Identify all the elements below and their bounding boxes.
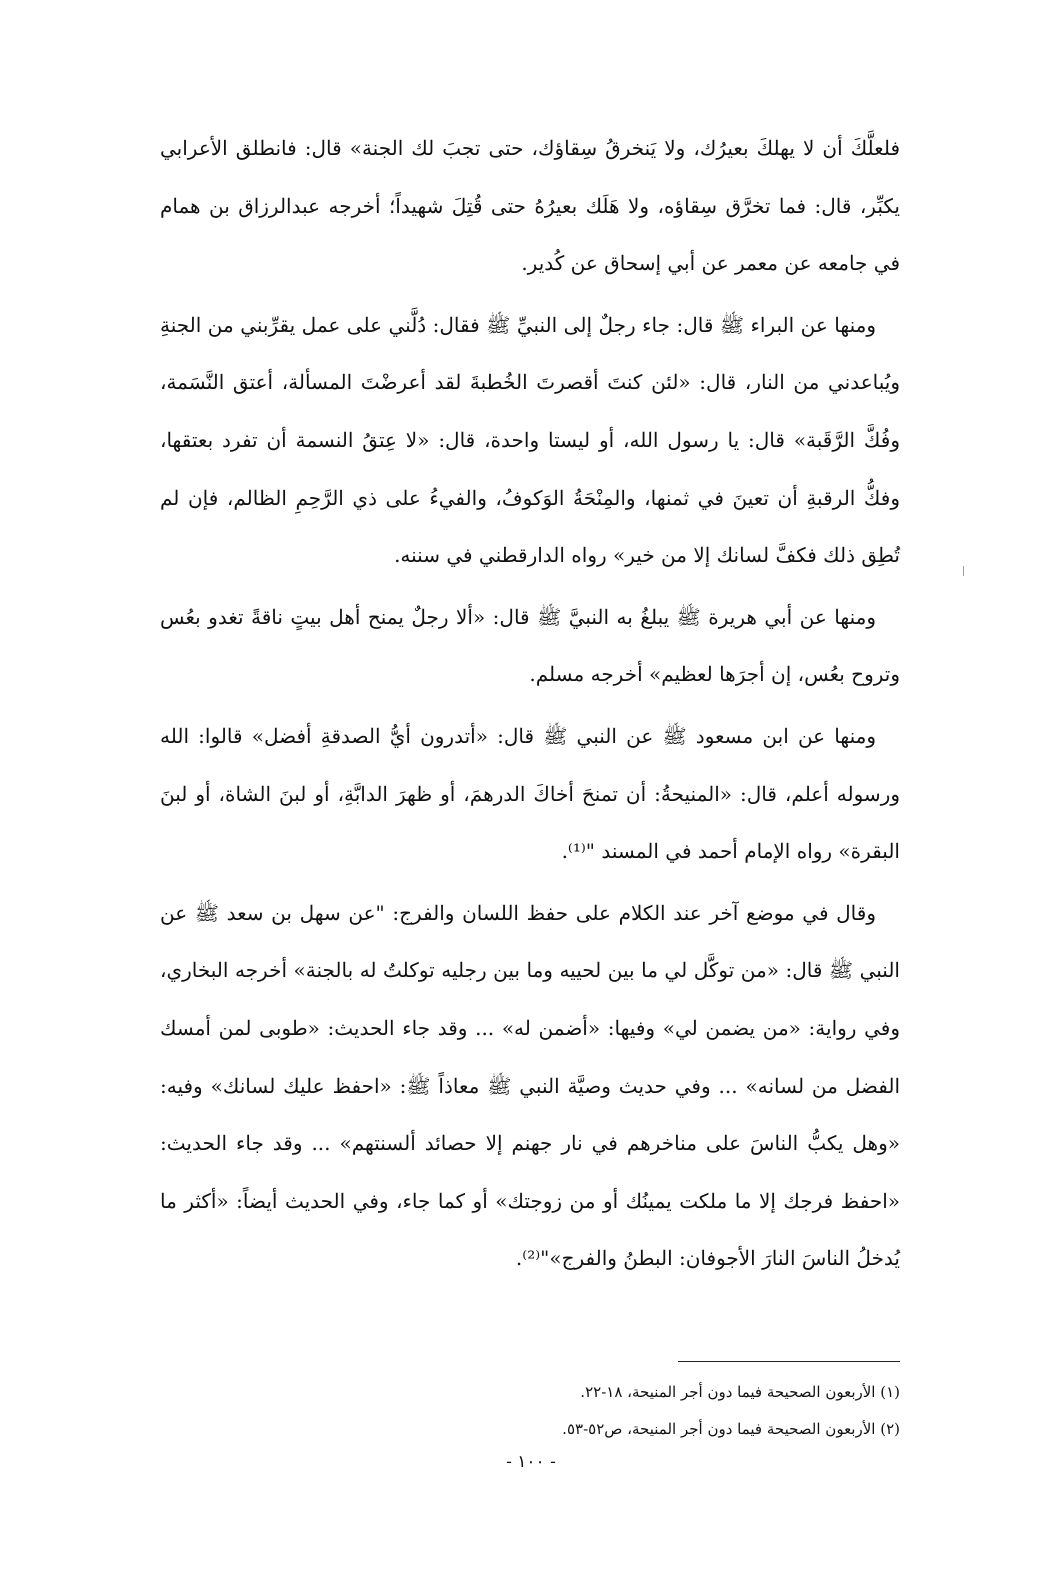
- main-text: [160, 120, 900, 1288]
- paragraph-continuation: فلعلَّكَ أن لا يهلكَ بعيرُك، ولا يَنخرقُ سِقاؤك، حتى تجبَ لك الجنة» قال: فانطلق الأعرابي يكبِّر، قال: فما تخرَّق سِقاؤه، ولا هَلَك بعيرُهُ حتى قُتِلَ شهيداً؛ أخرجه عبدالرزاق بن همام في جامعه عن معمر عن أبي إسحاق عن كُدير.: [160, 136, 900, 276]
- paragraph-ibn-masud-hadith: ومنها عن ابن مسعود ﷺ عن النبي ﷺ قال: «أتدرون أيُّ الصدقةِ أفضل» قالوا: الله ورسوله أعلم، قال: «المنيحةُ: أن تمنحَ أخاكَ الدرهمَ، أو ظهرَ الدابَّةِ، أو لبنَ الشاة، أو لبنَ البقرة» رواه الإمام أحمد في المسند "⁽¹⁾.: [160, 723, 900, 864]
- paragraph-abu-hurairah-hadith: ومنها عن أبي هريرة ﷺ يبلغُ به النبيَّ ﷺ قال: «ألا رجلٌ يمنح أهل بيتٍ ناقةً تغدو بعُس وتروح بعُس، إن أجرَها لعظيم» أخرجه مسلم.: [160, 604, 900, 687]
- footnotes: [160, 1374, 900, 1448]
- margin-mark: [963, 566, 964, 576]
- footnote-1: (١) الأربعون الصحيحة فيما دون أجر المنيحة، ١٨-٢٢.: [580, 1383, 900, 1401]
- paragraph-bara-hadith: ومنها عن البراء ﷺ قال: جاء رجلٌ إلى النبيِّ ﷺ فقال: دُلَّني على عمل يقرِّبني من الجنةِ ويُباعدني من النار، قال: «لئن كنتَ أقصرتَ الخُطبةَ لقد أعرضْتَ المسألة، أعتق النَّسَمة، وفُكَّ الرَّقَبة» قال: يا رسول الله، أو ليستا واحدة، قال: «لا عِتقُ النسمة أن تفرد بعتقها، وفكُّ الرقبةِ أن تعينَ في ثمنها، والمِنْحَةُ الوَكوفُ، والفيءُ على ذي الرَّحِمِ الظالم، فإن لم تُطِق ذلك فكفَّ لسانك إلا من خير» رواه الدارقطني في سننه.: [160, 312, 900, 568]
- footnote-2: (٢) الأربعون الصحيحة فيما دون أجر المنيحة، ص٥٢-٥٣.: [562, 1420, 900, 1438]
- paragraph-tongue-and-chastity: وقال في موضع آخر عند الكلام على حفظ اللسان والفرج: "عن سهل بن سعد ﷺ عن النبي ﷺ قال: «من توكَّل لي ما بين لحييه وما بين رجليه توكلتُ له بالجنة» أخرجه البخاري، وفي رواية: «من يضمن لي» وفيها: «أضمن له» ... وقد جاء الحديث: «طوبى لمن أمسك الفضل من لسانه» ... وفي حديث وصيَّة النبي ﷺ معاذاً ﷺ: «احفظ عليك لسانك» وفيه: «وهل يكبُّ الناسَ على مناخرهم في نار جهنم إلا حصائد ألسنتهم» ... وقد جاء الحديث: «احفظ فرجك إلا ما ملكت يمينُك أو من زوجتك» أو كما جاء، وفي الحديث أيضاً: «أكثر ما يُدخلُ الناسَ النارَ الأجوفان: البطنُ والفرج»"⁽²⁾.: [160, 900, 900, 1271]
- page-number: - ١٠٠ -: [506, 1452, 556, 1472]
- footnote-separator: [678, 1361, 900, 1362]
